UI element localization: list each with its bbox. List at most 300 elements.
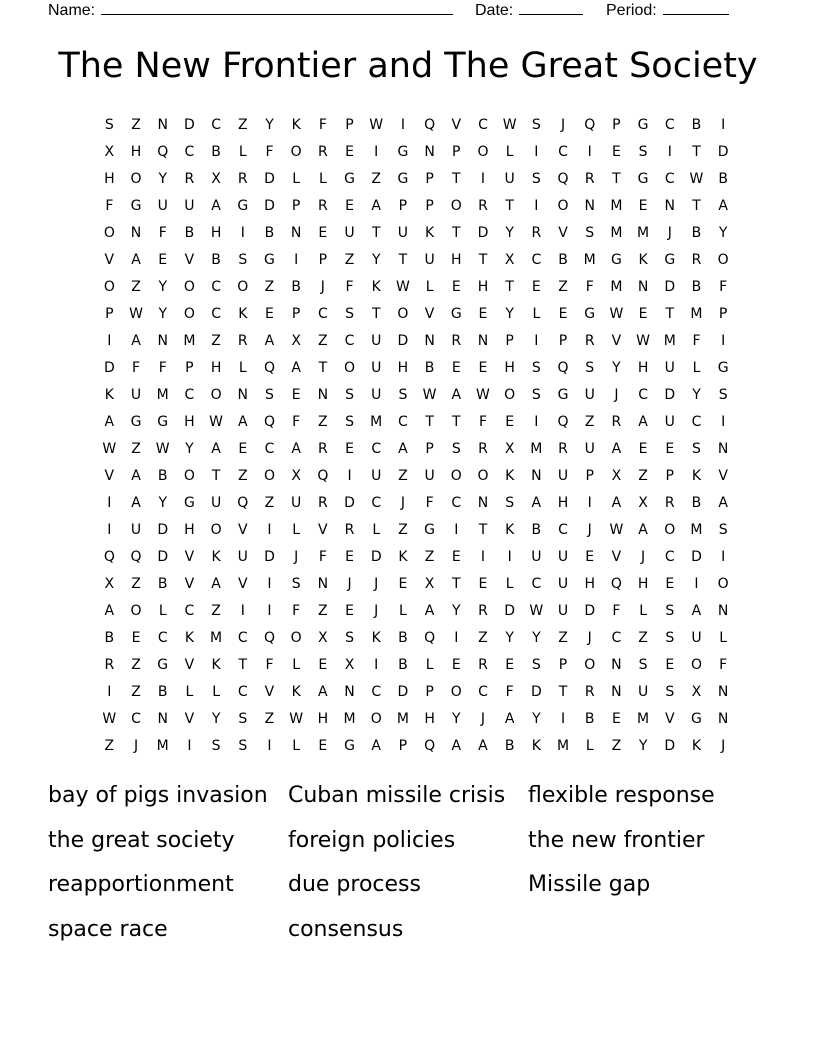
grid-letter[interactable]: E — [478, 360, 488, 376]
grid-letter[interactable]: R — [478, 198, 488, 214]
name-field[interactable] — [48, 0, 453, 20]
grid-letter[interactable]: N — [584, 198, 595, 214]
grid-letter[interactable]: Q — [424, 738, 436, 754]
grid-letter[interactable]: A — [318, 684, 328, 700]
grid-letter[interactable]: C — [371, 495, 382, 511]
grid-letter[interactable]: F — [292, 603, 301, 619]
grid-letter[interactable]: Z — [131, 657, 141, 673]
grid-letter[interactable]: Z — [264, 279, 275, 295]
grid-letter[interactable]: Z — [478, 630, 488, 646]
grid-letter[interactable]: G — [450, 306, 462, 322]
grid-letter[interactable]: F — [265, 657, 274, 673]
grid-letter[interactable]: D — [691, 549, 702, 565]
grid-letter[interactable]: P — [612, 117, 621, 133]
grid-letter[interactable]: Y — [158, 495, 167, 511]
grid-letter[interactable]: E — [265, 306, 274, 322]
grid-letter[interactable]: Z — [398, 468, 408, 484]
grid-letter[interactable]: H — [210, 360, 222, 376]
grid-letter[interactable]: A — [211, 576, 221, 592]
grid-letter[interactable]: S — [692, 441, 701, 457]
grid-letter[interactable]: J — [560, 117, 566, 133]
grid-letter[interactable]: K — [184, 630, 194, 646]
grid-letter[interactable]: E — [451, 549, 461, 565]
grid-letter[interactable]: S — [585, 360, 595, 376]
grid-letter[interactable]: T — [452, 576, 461, 592]
grid-letter[interactable]: L — [212, 684, 220, 700]
grid-letter[interactable]: A — [424, 603, 435, 619]
grid-letter[interactable]: R — [317, 198, 328, 214]
grid-letter[interactable]: I — [587, 144, 592, 160]
grid-letter[interactable]: I — [187, 738, 192, 754]
grid-letter[interactable]: N — [664, 198, 676, 214]
grid-letter[interactable]: E — [398, 576, 408, 592]
grid-letter[interactable]: M — [156, 387, 169, 403]
grid-letter[interactable]: K — [531, 738, 541, 754]
grid-letter[interactable]: R — [317, 495, 328, 511]
grid-letter[interactable]: J — [641, 549, 646, 565]
grid-letter[interactable]: Q — [557, 360, 569, 376]
grid-letter[interactable]: I — [267, 738, 272, 754]
grid-letter[interactable]: B — [184, 225, 195, 241]
grid-letter[interactable]: L — [692, 360, 701, 376]
grid-letter[interactable]: C — [184, 603, 195, 619]
grid-letter[interactable]: L — [318, 171, 327, 187]
grid-letter[interactable]: O — [183, 279, 195, 295]
grid-letter[interactable]: A — [131, 333, 141, 349]
grid-letter[interactable]: O — [557, 198, 569, 214]
grid-letter[interactable]: I — [347, 468, 352, 484]
grid-letter[interactable]: S — [451, 441, 461, 457]
grid-letter[interactable]: V — [718, 468, 728, 484]
grid-letter[interactable]: T — [452, 171, 461, 187]
grid-letter[interactable]: I — [107, 495, 112, 511]
grid-letter[interactable]: P — [291, 198, 301, 214]
grid-letter[interactable]: I — [534, 198, 539, 214]
grid-letter[interactable]: I — [267, 576, 272, 592]
grid-letter[interactable]: B — [424, 360, 435, 376]
grid-letter[interactable]: M — [583, 252, 596, 268]
grid-letter[interactable]: Z — [584, 414, 595, 430]
grid-letter[interactable]: Z — [558, 630, 568, 646]
grid-letter[interactable]: B — [718, 171, 728, 187]
grid-letter[interactable]: Z — [318, 333, 328, 349]
grid-letter[interactable]: H — [397, 360, 409, 376]
grid-letter[interactable]: P — [665, 468, 674, 484]
grid-letter[interactable]: S — [238, 711, 248, 727]
grid-letter[interactable]: N — [317, 576, 329, 592]
grid-letter[interactable]: Y — [158, 279, 167, 295]
grid-letter[interactable]: O — [103, 279, 115, 295]
grid-letter[interactable]: U — [424, 252, 435, 268]
grid-letter[interactable]: D — [530, 684, 542, 700]
grid-letter[interactable]: I — [267, 522, 272, 538]
grid-letter[interactable]: P — [558, 333, 568, 349]
grid-letter[interactable]: L — [158, 603, 167, 619]
grid-letter[interactable]: A — [451, 738, 462, 754]
grid-letter[interactable]: L — [425, 657, 434, 673]
grid-letter[interactable]: H — [210, 225, 222, 241]
grid-letter[interactable]: G — [610, 252, 622, 268]
grid-letter[interactable]: O — [370, 711, 382, 727]
grid-letter[interactable]: L — [719, 630, 728, 646]
grid-letter[interactable]: A — [291, 360, 301, 376]
grid-letter[interactable]: G — [637, 117, 649, 133]
grid-letter[interactable]: A — [211, 198, 221, 214]
grid-letter[interactable]: W — [395, 279, 410, 295]
grid-letter[interactable]: Q — [157, 144, 169, 160]
grid-letter[interactable]: C — [237, 630, 248, 646]
grid-letter[interactable]: X — [291, 468, 301, 484]
grid-letter[interactable]: Q — [584, 117, 596, 133]
grid-letter[interactable]: Z — [131, 279, 141, 295]
grid-letter[interactable]: E — [131, 630, 141, 646]
grid-letter[interactable]: D — [664, 387, 676, 403]
grid-letter[interactable]: Q — [237, 495, 249, 511]
grid-letter[interactable]: D — [157, 549, 169, 565]
grid-letter[interactable]: N — [157, 117, 168, 133]
grid-letter[interactable]: D — [184, 117, 195, 133]
grid-letter[interactable]: J — [614, 387, 619, 403]
grid-letter[interactable]: C — [531, 252, 542, 268]
grid-letter[interactable]: A — [371, 198, 381, 214]
grid-letter[interactable]: S — [211, 738, 221, 754]
grid-letter[interactable]: N — [477, 495, 489, 511]
grid-letter[interactable]: F — [158, 225, 167, 241]
grid-letter[interactable]: A — [718, 495, 728, 511]
grid-letter[interactable]: D — [397, 333, 409, 349]
grid-letter[interactable]: V — [611, 333, 622, 349]
grid-letter[interactable]: Y — [158, 171, 167, 187]
grid-letter[interactable]: W — [609, 522, 624, 538]
grid-letter[interactable]: F — [318, 117, 327, 133]
grid-letter[interactable]: D — [664, 738, 676, 754]
grid-letter[interactable]: B — [398, 657, 408, 673]
grid-letter[interactable]: G — [397, 171, 409, 187]
grid-letter[interactable]: I — [294, 252, 299, 268]
grid-letter[interactable]: B — [691, 225, 702, 241]
grid-letter[interactable]: E — [478, 576, 488, 592]
grid-letter[interactable]: C — [531, 576, 542, 592]
grid-letter[interactable]: A — [371, 738, 381, 754]
grid-letter[interactable]: H — [104, 171, 115, 187]
grid-letter[interactable]: K — [691, 468, 702, 484]
grid-letter[interactable]: P — [345, 117, 354, 133]
grid-letter[interactable]: C — [558, 144, 568, 160]
grid-letter[interactable]: L — [639, 603, 647, 619]
grid-letter[interactable]: N — [424, 144, 435, 160]
grid-letter[interactable]: A — [691, 603, 702, 619]
grid-letter[interactable]: B — [691, 117, 702, 133]
grid-letter[interactable]: Z — [131, 117, 141, 133]
grid-letter[interactable]: Q — [263, 630, 275, 646]
grid-letter[interactable]: G — [344, 738, 355, 754]
grid-letter[interactable]: C — [344, 333, 355, 349]
grid-letter[interactable]: C — [691, 414, 702, 430]
grid-letter[interactable]: J — [294, 549, 299, 565]
grid-letter[interactable]: I — [107, 522, 112, 538]
grid-letter[interactable]: G — [664, 252, 676, 268]
grid-letter[interactable]: F — [345, 279, 354, 295]
grid-letter[interactable]: Z — [611, 738, 622, 754]
grid-letter[interactable]: I — [400, 117, 405, 133]
grid-letter[interactable]: L — [292, 522, 301, 538]
grid-letter[interactable]: E — [291, 387, 301, 403]
grid-letter[interactable]: S — [531, 387, 541, 403]
grid-letter[interactable]: Y — [718, 225, 728, 241]
grid-letter[interactable]: R — [691, 252, 702, 268]
grid-letter[interactable]: S — [718, 522, 728, 538]
grid-letter[interactable]: X — [291, 333, 301, 349]
grid-letter[interactable]: V — [104, 252, 115, 268]
grid-letter[interactable]: N — [237, 387, 249, 403]
grid-letter[interactable]: V — [451, 117, 462, 133]
grid-letter[interactable]: M — [637, 225, 650, 241]
grid-letter[interactable]: K — [371, 630, 381, 646]
grid-letter[interactable]: J — [347, 576, 352, 592]
grid-letter[interactable]: R — [584, 333, 595, 349]
grid-letter[interactable]: G — [397, 144, 409, 160]
grid-letter[interactable]: G — [237, 198, 249, 214]
grid-letter[interactable]: J — [480, 711, 486, 727]
grid-letter[interactable]: Q — [557, 171, 569, 187]
grid-letter[interactable]: E — [611, 144, 621, 160]
grid-letter[interactable]: C — [237, 684, 248, 700]
grid-letter[interactable]: X — [504, 441, 515, 457]
grid-letter[interactable]: H — [584, 576, 595, 592]
grid-letter[interactable]: Z — [131, 576, 141, 592]
grid-letter[interactable]: O — [477, 468, 489, 484]
grid-letter[interactable]: B — [558, 252, 568, 268]
grid-letter[interactable]: S — [345, 306, 354, 322]
grid-letter[interactable]: X — [104, 576, 115, 592]
grid-letter[interactable]: P — [105, 306, 114, 322]
grid-letter[interactable]: C — [398, 414, 408, 430]
grid-letter[interactable]: Y — [185, 441, 194, 457]
grid-letter[interactable]: L — [292, 657, 301, 673]
grid-letter[interactable]: C — [211, 306, 221, 322]
grid-letter[interactable]: Z — [638, 468, 648, 484]
grid-letter[interactable]: A — [638, 522, 648, 538]
grid-letter[interactable]: N — [637, 279, 649, 295]
grid-letter[interactable]: M — [156, 738, 169, 754]
grid-letter[interactable]: J — [721, 738, 726, 754]
grid-letter[interactable]: L — [185, 684, 194, 700]
grid-letter[interactable]: U — [130, 522, 142, 538]
grid-letter[interactable]: V — [184, 576, 195, 592]
grid-letter[interactable]: P — [585, 468, 594, 484]
grid-letter[interactable]: S — [531, 171, 541, 187]
grid-letter[interactable]: P — [452, 144, 461, 160]
grid-letter[interactable]: F — [505, 684, 514, 700]
grid-letter[interactable]: W — [289, 711, 304, 727]
grid-letter[interactable]: V — [424, 306, 435, 322]
grid-letter[interactable]: L — [585, 738, 594, 754]
grid-letter[interactable]: M — [530, 441, 543, 457]
grid-letter[interactable]: B — [691, 279, 702, 295]
grid-letter[interactable]: O — [210, 387, 222, 403]
grid-letter[interactable]: C — [371, 441, 382, 457]
grid-letter[interactable]: D — [344, 495, 355, 511]
grid-letter[interactable]: B — [157, 684, 168, 700]
grid-letter[interactable]: H — [451, 252, 462, 268]
grid-letter[interactable]: C — [184, 387, 195, 403]
grid-letter[interactable]: F — [132, 360, 141, 376]
grid-letter[interactable]: S — [638, 657, 648, 673]
grid-letter[interactable]: M — [370, 414, 383, 430]
grid-letter[interactable]: B — [104, 630, 115, 646]
grid-letter[interactable]: C — [664, 549, 675, 565]
grid-letter[interactable]: U — [371, 333, 382, 349]
grid-letter[interactable]: T — [558, 684, 568, 700]
grid-letter[interactable]: S — [345, 414, 354, 430]
grid-letter[interactable]: A — [264, 333, 275, 349]
grid-letter[interactable]: R — [237, 333, 248, 349]
grid-letter[interactable]: U — [157, 198, 168, 214]
grid-letter[interactable]: O — [397, 306, 409, 322]
grid-letter[interactable]: C — [478, 117, 488, 133]
grid-letter[interactable]: C — [478, 684, 488, 700]
grid-letter[interactable]: U — [691, 630, 702, 646]
grid-letter[interactable]: Z — [131, 684, 141, 700]
grid-letter[interactable]: E — [638, 198, 648, 214]
period-field[interactable] — [606, 0, 729, 20]
grid-letter[interactable]: K — [291, 684, 301, 700]
grid-letter[interactable]: E — [558, 306, 568, 322]
grid-letter[interactable]: E — [665, 576, 675, 592]
grid-letter[interactable]: W — [529, 603, 544, 619]
grid-letter[interactable]: Z — [424, 549, 435, 565]
grid-letter[interactable]: E — [451, 279, 461, 295]
grid-letter[interactable]: A — [291, 441, 301, 457]
grid-letter[interactable]: V — [237, 576, 248, 592]
grid-letter[interactable]: R — [478, 603, 488, 619]
grid-letter[interactable]: T — [371, 306, 381, 322]
grid-letter[interactable]: W — [155, 441, 170, 457]
grid-letter[interactable]: A — [211, 441, 221, 457]
grid-letter[interactable]: W — [476, 387, 490, 403]
grid-letter[interactable]: F — [292, 414, 301, 430]
grid-letter[interactable]: J — [667, 225, 672, 241]
grid-letter[interactable]: Z — [558, 279, 568, 295]
grid-letter[interactable]: Z — [371, 171, 382, 187]
grid-letter[interactable]: S — [345, 630, 354, 646]
period-blank-line[interactable] — [663, 0, 729, 15]
grid-letter[interactable]: Y — [371, 252, 381, 268]
grid-letter[interactable]: V — [664, 711, 675, 727]
grid-letter[interactable]: I — [721, 549, 726, 565]
grid-letter[interactable]: B — [398, 630, 408, 646]
grid-letter[interactable]: Y — [211, 711, 221, 727]
grid-letter[interactable]: G — [344, 171, 355, 187]
grid-letter[interactable]: O — [263, 468, 275, 484]
grid-letter[interactable]: Y — [265, 117, 274, 133]
grid-letter[interactable]: D — [504, 603, 516, 619]
grid-letter[interactable]: H — [184, 414, 195, 430]
grid-letter[interactable]: P — [398, 198, 408, 214]
grid-letter[interactable]: B — [291, 279, 301, 295]
grid-letter[interactable]: L — [532, 306, 541, 322]
grid-letter[interactable]: V — [558, 225, 568, 241]
grid-letter[interactable]: A — [611, 495, 622, 511]
grid-letter[interactable]: S — [238, 738, 248, 754]
grid-letter[interactable]: E — [505, 657, 515, 673]
grid-letter[interactable]: U — [397, 225, 409, 241]
grid-letter[interactable]: U — [424, 468, 435, 484]
grid-letter[interactable]: Z — [264, 711, 275, 727]
grid-letter[interactable]: N — [717, 441, 729, 457]
grid-letter[interactable]: S — [665, 684, 675, 700]
grid-letter[interactable]: A — [504, 711, 515, 727]
grid-letter[interactable]: H — [184, 522, 195, 538]
grid-letter[interactable]: U — [344, 225, 355, 241]
grid-letter[interactable]: D — [103, 360, 115, 376]
grid-letter[interactable]: C — [211, 279, 221, 295]
grid-letter[interactable]: P — [558, 657, 568, 673]
grid-letter[interactable]: E — [318, 738, 328, 754]
grid-letter[interactable]: B — [691, 495, 702, 511]
grid-letter[interactable]: F — [719, 657, 728, 673]
grid-letter[interactable]: K — [691, 738, 702, 754]
grid-letter[interactable]: G — [424, 522, 436, 538]
grid-letter[interactable]: S — [665, 603, 675, 619]
grid-letter[interactable]: G — [264, 252, 275, 268]
grid-letter[interactable]: B — [211, 144, 221, 160]
grid-letter[interactable]: O — [290, 144, 302, 160]
grid-letter[interactable]: E — [638, 441, 648, 457]
grid-letter[interactable]: B — [504, 738, 515, 754]
grid-letter[interactable]: M — [343, 711, 356, 727]
grid-letter[interactable]: Z — [211, 333, 221, 349]
grid-letter[interactable]: Z — [318, 414, 328, 430]
grid-letter[interactable]: J — [587, 522, 592, 538]
grid-letter[interactable]: F — [612, 603, 621, 619]
grid-letter[interactable]: D — [717, 144, 729, 160]
grid-letter[interactable]: N — [344, 684, 355, 700]
grid-letter[interactable]: T — [478, 522, 488, 538]
grid-letter[interactable]: I — [454, 522, 459, 538]
grid-letter[interactable]: U — [130, 387, 142, 403]
grid-letter[interactable]: G — [717, 360, 729, 376]
grid-letter[interactable]: G — [130, 198, 142, 214]
grid-letter[interactable]: U — [637, 684, 649, 700]
grid-letter[interactable]: L — [372, 522, 381, 538]
grid-letter[interactable]: I — [534, 333, 539, 349]
grid-letter[interactable]: C — [638, 387, 648, 403]
grid-letter[interactable]: S — [505, 495, 515, 511]
grid-letter[interactable]: S — [531, 360, 541, 376]
grid-letter[interactable]: J — [400, 495, 405, 511]
grid-letter[interactable]: V — [104, 468, 115, 484]
grid-letter[interactable]: O — [504, 387, 516, 403]
grid-letter[interactable]: D — [157, 522, 169, 538]
grid-letter[interactable]: O — [290, 630, 302, 646]
grid-letter[interactable]: D — [664, 279, 676, 295]
grid-letter[interactable]: G — [584, 306, 596, 322]
grid-letter[interactable]: Y — [505, 306, 514, 322]
grid-letter[interactable]: Q — [424, 630, 436, 646]
grid-letter[interactable]: L — [505, 576, 514, 592]
grid-letter[interactable]: O — [183, 306, 195, 322]
grid-letter[interactable]: T — [371, 225, 381, 241]
grid-letter[interactable]: A — [398, 441, 408, 457]
grid-letter[interactable]: P — [318, 252, 328, 268]
grid-letter[interactable]: I — [560, 711, 566, 727]
grid-letter[interactable]: F — [158, 360, 167, 376]
grid-letter[interactable]: E — [238, 441, 248, 457]
grid-letter[interactable]: F — [692, 333, 701, 349]
grid-letter[interactable]: R — [558, 441, 568, 457]
grid-letter[interactable]: R — [531, 225, 542, 241]
